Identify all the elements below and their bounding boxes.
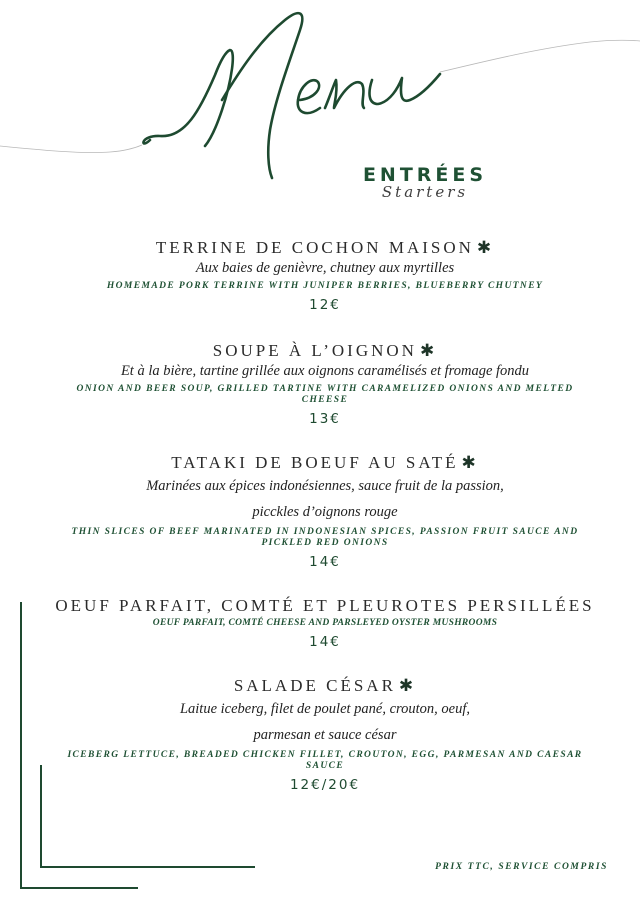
menu-item-terrine: [40, 238, 610, 314]
footer-note: PRIX TTC, SERVICE COMPRIS: [435, 862, 608, 872]
section-title-fr: ENTRÉES: [362, 164, 488, 186]
dish-description-line-2: parmesan et sauce césar: [253, 727, 397, 743]
frame-line-outer-vertical: [20, 602, 22, 889]
dish-name: TATAKI DE BOEUF AU SATÉ ✱: [171, 453, 479, 473]
dish-price: 14€: [309, 554, 341, 570]
section-title: [340, 165, 510, 199]
dish-price: 13€: [309, 411, 341, 427]
asterisk-icon: ✱: [419, 341, 438, 361]
dish-english-description: THIN SLICES OF BEEF MARINATED IN INDONESIAN SPICES, PASSION FRUIT SAUCE AND PICKLED RED ONIONS: [71, 527, 579, 548]
section-title-en: Starters: [381, 183, 469, 201]
frame-line-outer-horizontal: [20, 887, 138, 889]
asterisk-icon: ✱: [398, 676, 417, 696]
frame-line-inner-horizontal: [40, 866, 255, 868]
dish-name: SALADE CÉSAR ✱: [233, 676, 417, 696]
dish-price: 12€/20€: [289, 777, 361, 793]
dish-name: OEUF PARFAIT, COMTÉ ET PLEUROTES PERSILLÉES: [55, 596, 595, 615]
menu-script-logo: [0, 0, 640, 190]
dish-description: Aux baies de genièvre, chutney aux myrtilles: [195, 260, 455, 276]
asterisk-icon: ✱: [476, 238, 495, 258]
menu-item-tataki: [40, 453, 610, 571]
dish-english-description: ICEBERG LETTUCE, BREADED CHICKEN FILLET, CROUTON, EGG, PARMESAN AND CAESAR SAUCE: [67, 750, 583, 771]
dish-price: 14€: [309, 634, 341, 650]
dish-description-line-1: Marinées aux épices indonésiennes, sauce fruit de la passion,: [146, 478, 504, 494]
dish-english-description: HOMEMADE PORK TERRINE WITH JUNIPER BERRIES, BLUEBERRY CHUTNEY: [106, 281, 544, 291]
dish-price: 12€: [309, 297, 341, 313]
dish-description-line-1: Laitue iceberg, filet de poulet pané, crouton, oeuf,: [179, 701, 471, 717]
asterisk-icon: ✱: [461, 453, 479, 473]
menu-item-soupe: [40, 341, 610, 428]
dish-description: Et à la bière, tartine grillée aux oignons caramélisés et fromage fondu: [120, 363, 530, 379]
dish-name: SOUPE À L’OIGNON ✱: [212, 341, 438, 361]
dish-name: TERRINE DE COCHON MAISON ✱: [155, 238, 495, 258]
dish-description-line-2: picckles d’oignons rouge: [252, 504, 398, 520]
menu-item-salade-cesar: [40, 676, 610, 794]
dish-english-description: ONION AND BEER SOUP, GRILLED TARTINE WITH CARAMELIZED ONIONS AND MELTED CHEESE: [76, 384, 574, 405]
menu-item-oeuf-parfait: [40, 596, 610, 651]
dish-english-description: OEUF PARFAIT, COMTÉ CHEESE AND PARSLEYED OYSTER MUSHROOMS: [152, 618, 498, 628]
frame-line-inner-vertical: [40, 765, 42, 868]
